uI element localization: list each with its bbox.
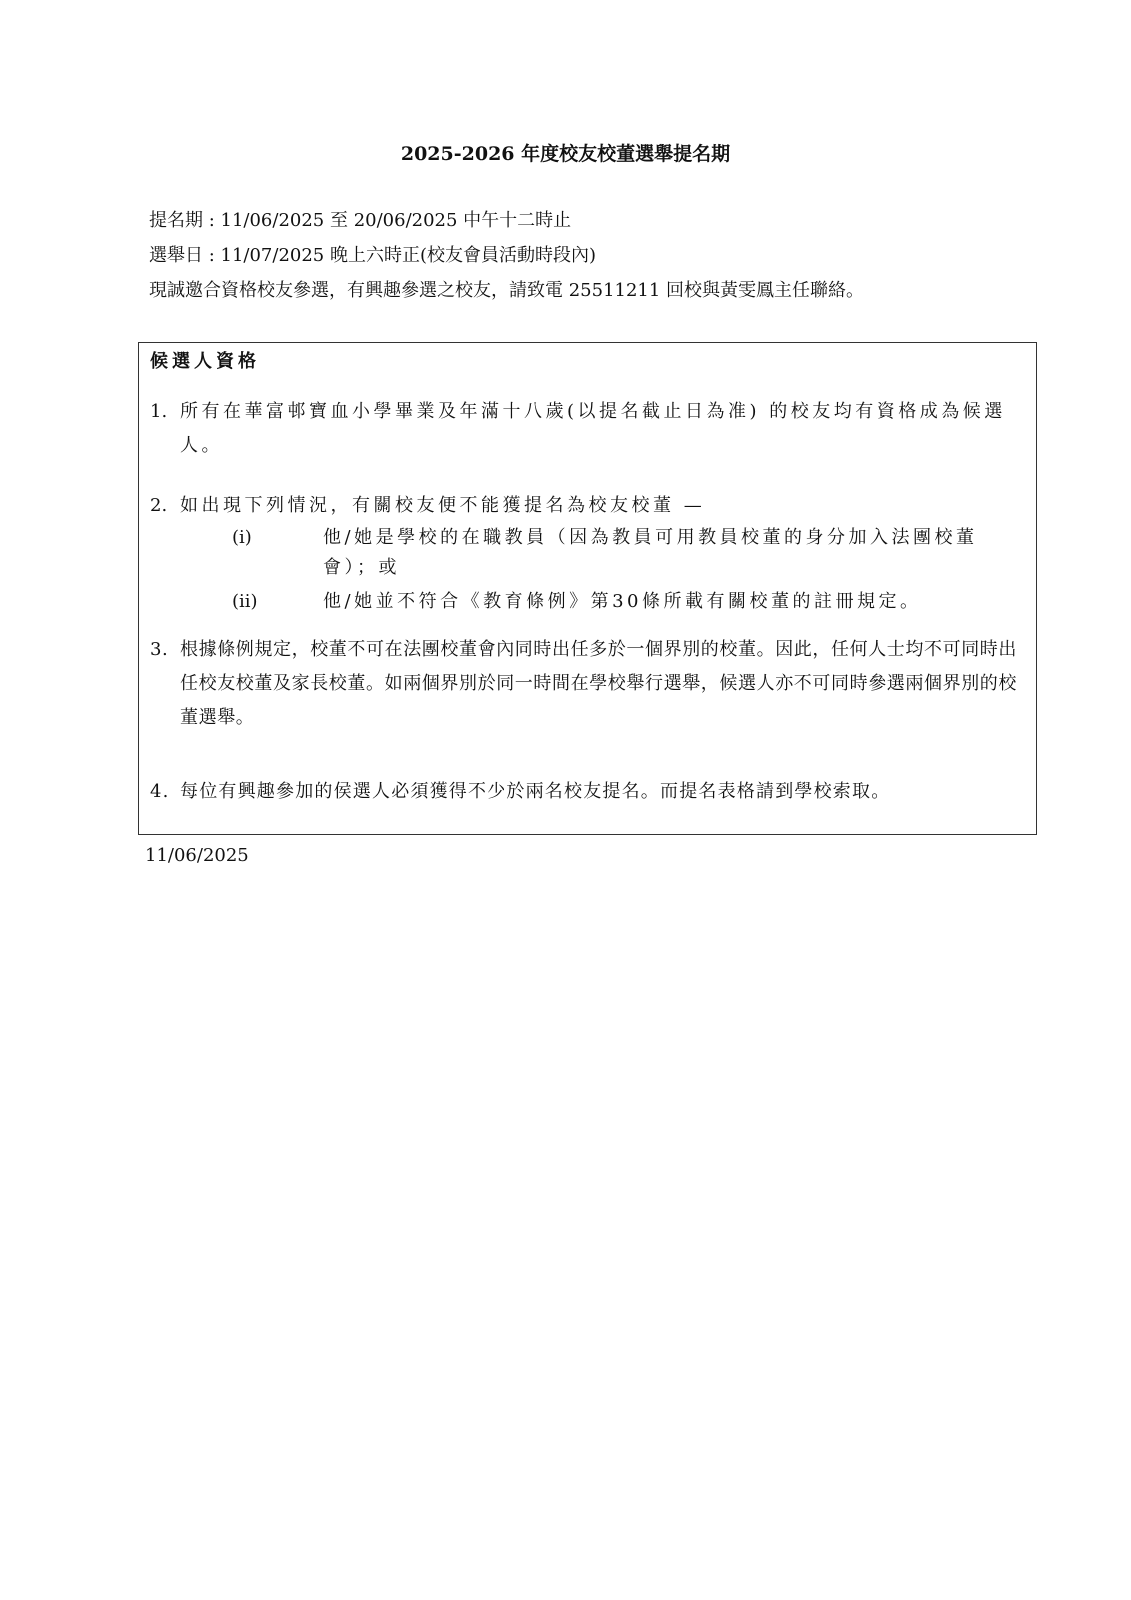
item-text: 每位有興趣參加的侯選人必須獲得不少於兩名校友提名。而提名表格請到學校索取。 [180, 781, 891, 802]
item-text: 所有在華富邨寶血小學畢業及年滿十八歲(以提名截止日為准) 的校友均有資格成為候選人。 [180, 401, 1006, 456]
sub-item-ii [150, 587, 1020, 617]
document-title: 2025-2026 年度校友校董選舉提名期 [400, 143, 731, 165]
eligibility-box [138, 342, 1037, 835]
document-date: 11/06/2025 [145, 845, 249, 866]
eligibility-heading: 候選人資格 [150, 351, 260, 372]
item-text: 如出現下列情況，有關校友便不能獲提名為校友校董 — [180, 495, 706, 516]
item-number: 3. [150, 639, 169, 660]
sub-item-i [150, 523, 1020, 583]
sub-item-label: (i) [232, 527, 252, 548]
eligibility-item-4 [150, 775, 1020, 809]
sub-item-label: (ii) [232, 591, 258, 612]
item-number: 4. [150, 781, 170, 802]
sub-item-text: 他/她是學校的在職教員（因為教員可用教員校董的身分加入法團校董會）；或 [323, 527, 978, 578]
eligibility-item-1 [150, 395, 1020, 463]
eligibility-item-2 [150, 489, 1020, 612]
election-day: 選舉日 : 11/07/2025 晚上六時正(校友會員活動時段內) [149, 245, 597, 266]
item-number: 2. [150, 495, 168, 516]
sub-item-text: 他/她並不符合《教育條例》第30條所載有關校董的註冊規定。 [323, 591, 922, 612]
item-text: 根據條例規定，校董不可在法團校董會內同時出任多於一個界別的校董。因此，任何人士均不可同時出任校友校董及家長校董。如兩個界別於同一時間在學校舉行選舉，候選人亦不可同時參選兩個界別的校董選舉。 [180, 639, 1017, 728]
nomination-period: 提名期 : 11/06/2025 至 20/06/2025 中午十二時止 [149, 210, 572, 231]
item-number: 1. [150, 401, 168, 422]
eligibility-item-3 [150, 633, 1020, 735]
invitation-notice: 現誠邀合資格校友參選，有興趣參選之校友，請致電 25511211 回校與黃雯鳳主任聯絡。 [149, 280, 865, 301]
